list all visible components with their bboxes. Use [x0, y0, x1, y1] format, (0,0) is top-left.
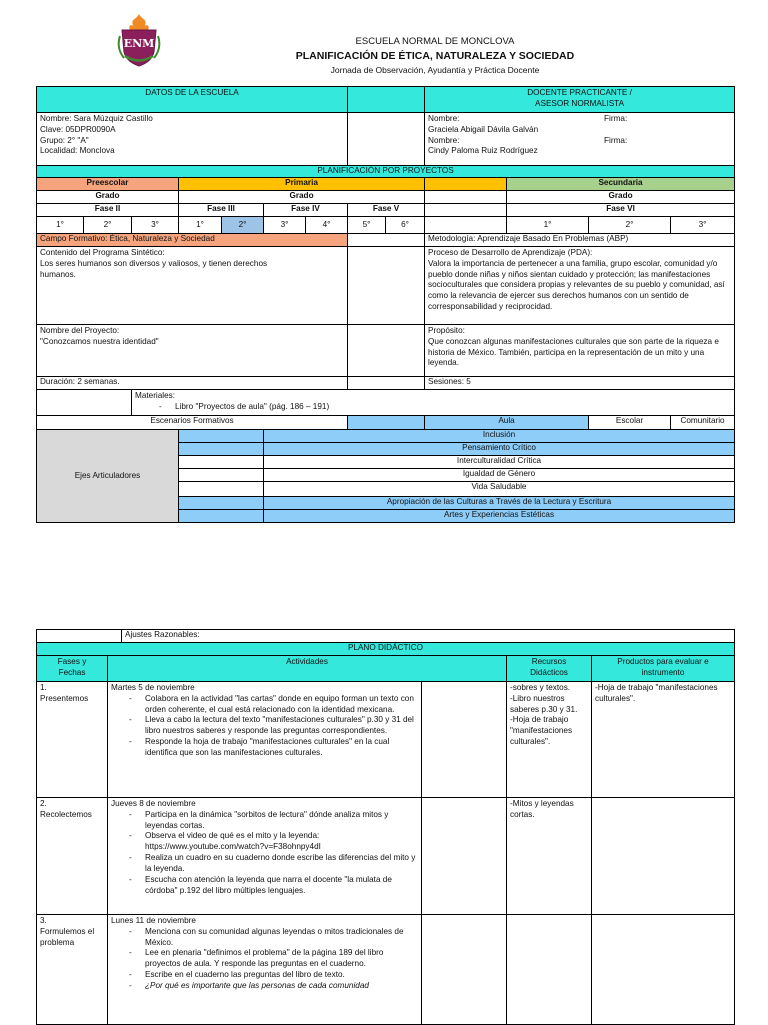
activity-item: - Lleva a cabo la lectura del texto "manifestaciones culturales" p.30 y 31 del libro nuestros saberes y responde las preguntas correspondientes.: [145, 715, 418, 737]
activity-item: - Observa el video de qué es el mito y la leyenda: https://www.youtube.com/watch?v=F38ohnpy4dI: [145, 831, 418, 853]
grade-cell: 6°: [386, 217, 425, 234]
eje-apropiacion-culturas: Apropiación de las Culturas a Través de la Lectura y Escritura: [264, 497, 735, 510]
school-group-line: Grupo: 2° "A": [40, 135, 89, 145]
grado-secundaria: Grado: [507, 191, 735, 204]
grado-preescolar: Grado: [37, 191, 179, 204]
eje-inclusion: Inclusión: [264, 430, 735, 443]
grade-cell: 3°: [264, 217, 306, 234]
eje-interculturalidad: Interculturalidad Crítica: [264, 456, 735, 469]
col-productos: Productos para evaluar e instrumento: [592, 656, 735, 682]
metodologia: Metodología: Aprendizaje Basado En Problemas (ABP): [425, 234, 735, 247]
eje-igualdad-genero: Igualdad de Género: [264, 469, 735, 482]
eje-vida-saludable: Vida Saludable: [264, 482, 735, 497]
planning-heading: PLANIFICACIÓN POR PROYECTOS: [37, 166, 735, 178]
eje-pensamiento-critico: Pensamiento Crítico: [264, 443, 735, 456]
products-cell: [592, 915, 735, 1025]
school-logo-icon: [114, 12, 164, 70]
document-title: PLANIFICACIÓN DE ÉTICA, NATURALEZA Y SOCIEDAD: [295, 50, 575, 62]
school-data-heading: DATOS DE LA ESCUELA: [37, 87, 348, 113]
escenario-comunitario: Comunitario: [671, 416, 735, 430]
materiales: Materiales: - Libro "Proyectos de aula" (pág. 186 – 191): [132, 390, 735, 416]
activity-item: - Menciona con su comunidad algunas leyendas o mitos tradicionales de México.: [145, 927, 418, 949]
grade-cell: 1°: [37, 217, 84, 234]
plano-heading: PLANO DIDÁCTICO: [37, 643, 735, 656]
table-row: [37, 915, 735, 1025]
document-header: [0, 0, 768, 84]
col-fases: Fases y Fechas: [37, 656, 108, 682]
grade-cell: 2°: [589, 217, 671, 234]
phase-2: Fase II: [37, 204, 179, 217]
products-cell: [592, 798, 735, 915]
grade-cell-selected: 2°: [222, 217, 264, 234]
logo-text: ENM: [123, 37, 155, 50]
activity-date: Jueves 8 de noviembre: [111, 799, 196, 808]
school-code-line: Clave: 05DPR0090A: [40, 124, 116, 134]
phase-5: Fase V: [348, 204, 425, 217]
products-cell: -Hoja de trabajo "manifestaciones culturales".: [592, 682, 735, 798]
nombre-proyecto: Nombre del Proyecto: "Conozcamos nuestra identidad": [37, 325, 348, 377]
grade-cell: 5°: [348, 217, 386, 234]
pda: Proceso de Desarrollo de Aprendizaje (PDA): Valora la importancia de pertenecer a una familia, grupo escolar, comunidad y/o pueblo donde niñas y niños sientan cuidado y protección; las manifestaciones socioculturales que considera propias y relevantes de su pueblo y comunidad, así como la relevancia de ejercer sus derechos humanos con un sentido de corresponsabilidad y reciprocidad.: [425, 247, 735, 325]
grade-cell: 1°: [179, 217, 222, 234]
col-actividades: Actividades: [108, 656, 507, 682]
activity-item: - Colabora en la actividad "las cartas" donde en equipo forman un texto con orden coherente, el cual está relacionado con la identidad mexicana.: [145, 694, 418, 716]
school-locality-line: Localidad: Monclova: [40, 146, 115, 156]
ajustes-razonables: Ajustes Razonables:: [122, 630, 735, 643]
level-secundaria: Secundaria: [507, 178, 735, 191]
school-name: ESCUELA NORMAL DE MONCLOVA: [355, 36, 515, 47]
contenido-programa: Contenido del Programa Sintético: Los seres humanos son diversos y valiosos, y tienen derechos humanos.: [37, 247, 348, 325]
activity-date: Lunes 11 de noviembre: [111, 916, 196, 925]
resources-cell: [507, 915, 592, 1025]
document-subtitle: Jornada de Observación, Ayudantía y Práctica Docente: [330, 65, 540, 75]
phase-4: Fase IV: [264, 204, 348, 217]
resources-cell: -Mitos y leyendas cortas.: [507, 798, 592, 915]
teacher-name-2: Cindy Paloma Ruiz Rodríguez: [428, 146, 538, 156]
escenario-aula: Aula: [425, 416, 589, 430]
duracion: Duración: 2 semanas.: [37, 377, 348, 390]
phase-3: Fase III: [179, 204, 264, 217]
table-row: [37, 682, 735, 798]
grade-cell: 1°: [507, 217, 589, 234]
level-primaria: Primaria: [179, 178, 425, 191]
proposito: Propósito: Que conozcan algunas manifestaciones culturales que son parte de la riqueza e historia de México. También, participa en la representación de un mito y una leyenda.: [425, 325, 735, 377]
school-name-line: Nombre: Sara Múzquiz Castillo: [40, 114, 153, 123]
grade-cell: 3°: [132, 217, 179, 234]
resources-cell: -sobres y textos. -Libro nuestros saberes p.30 y 31. -Hoja de trabajo "manifestaciones culturales".: [507, 682, 592, 798]
activities-cell: [108, 915, 422, 1025]
activity-item: - Escribe en el cuaderno las preguntas del libro de texto.: [145, 970, 418, 981]
teacher-heading: DOCENTE PRACTICANTE / ASESOR NORMALISTA: [425, 87, 735, 113]
phase-cell: 1. Presentemos: [37, 682, 108, 798]
escenarios-label: Escenarios Formativos: [37, 416, 348, 430]
project-planning-table: [36, 86, 735, 523]
level-preescolar: Preescolar: [37, 178, 179, 191]
teacher-info: Nombre: Firma: Graciela Abigail Dávila Galván Nombre: Firma: Cindy Paloma Ruiz Rodríguez: [425, 113, 735, 166]
sesiones: Sesiones: 5: [425, 377, 735, 390]
grade-cell: 4°: [306, 217, 348, 234]
activity-date: Martes 5 de noviembre: [111, 683, 195, 692]
plano-didactico-table: [36, 629, 735, 1025]
activity-item: - Lee en plenaria "definimos el problema" de la página 189 del libro proyectos de aula. Y responde las preguntas en el cuaderno.: [145, 948, 418, 970]
materiales-item: - Libro "Proyectos de aula" (pág. 186 – 191): [175, 402, 731, 413]
activity-item: - Escucha con atención la leyenda que narra el docente "la mulata de córdoba" p.192 del libro múltiples lenguajes.: [145, 875, 418, 897]
activity-item: - Responde la hoja de trabajo "manifestaciones culturales" en la cual identifica que son las manifestaciones culturales.: [145, 737, 418, 759]
activity-item: - ¿Por qué es importante que las personas de cada comunidad: [145, 981, 418, 992]
phase-cell: 2. Recolectemos: [37, 798, 108, 915]
escenario-escolar: Escolar: [589, 416, 671, 430]
activities-cell: [108, 798, 422, 915]
phase-cell: 3. Formulemos el problema: [37, 915, 108, 1025]
eje-artes: Artes y Experiencias Estéticas: [264, 510, 735, 523]
campo-formativo: Campo Formativo: Ética, Naturaleza y Sociedad: [37, 234, 348, 247]
col-recursos: Recursos Didácticos: [507, 656, 592, 682]
ejes-label: Ejes Articuladores: [37, 430, 179, 523]
phase-6: Fase VI: [507, 204, 735, 217]
teacher-name-1: Graciela Abigail Dávila Galván: [428, 124, 539, 134]
grade-cell: 3°: [671, 217, 735, 234]
activity-item: - Realiza un cuadro en su cuaderno donde escribe las diferencias del mito y la leyenda.: [145, 853, 418, 875]
table-row: [37, 798, 735, 915]
activities-cell: [108, 682, 422, 798]
grade-cell: 2°: [84, 217, 132, 234]
school-info: [37, 113, 348, 166]
grado-primaria: Grado: [179, 191, 425, 204]
activity-item: - Participa en la dinámica "sorbitos de lectura" dónde analiza mitos y leyendas cortas.: [145, 810, 418, 832]
